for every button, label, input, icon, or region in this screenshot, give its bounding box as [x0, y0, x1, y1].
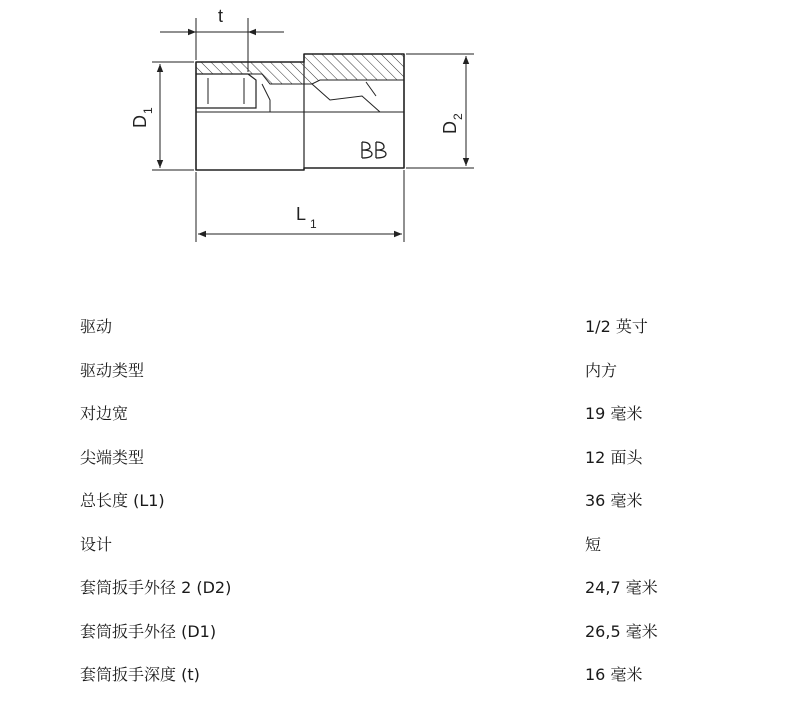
brand-logo-icon [362, 142, 386, 158]
spec-value: 短 [585, 535, 602, 554]
socket-technical-drawing [0, 0, 790, 260]
spec-row-drive-type [0, 356, 790, 386]
spec-row-depth [0, 660, 790, 690]
d1-label: D [130, 115, 150, 128]
d2-subscript: 2 [451, 113, 465, 120]
spec-value: 36 毫米 [585, 491, 643, 510]
spec-value: 16 毫米 [585, 665, 643, 684]
spec-value: 1/2 英寸 [585, 317, 648, 336]
d1-subscript: 1 [141, 107, 155, 114]
spec-row-outer-diameter-1 [0, 617, 790, 647]
spec-label: 尖端类型 [80, 448, 145, 467]
t-label: t [218, 6, 224, 26]
spec-value: 12 面头 [585, 448, 643, 467]
l1-label: L [296, 204, 307, 224]
spec-label: 驱动类型 [80, 361, 145, 380]
spec-row-outer-diameter-2 [0, 573, 790, 603]
spec-label: 驱动 [80, 317, 113, 336]
spec-label: 总长度 (L1) [80, 491, 165, 510]
spec-row-total-length [0, 486, 790, 516]
dimension-lines [152, 18, 474, 242]
spec-value: 内方 [585, 361, 618, 380]
spec-value: 19 毫米 [585, 404, 643, 423]
spec-row-tip-type [0, 443, 790, 473]
section-hatching [196, 54, 404, 112]
d2-label: D [440, 121, 460, 134]
spec-label: 套筒扳手深度 (t) [80, 665, 200, 684]
spec-label: 设计 [80, 535, 113, 554]
spec-value: 26,5 毫米 [585, 622, 658, 641]
spec-row-design [0, 530, 790, 560]
spec-label: 套筒扳手外径 (D1) [80, 622, 217, 641]
spec-value: 24,7 毫米 [585, 578, 658, 597]
l1-subscript: 1 [310, 217, 317, 231]
spec-label: 对边宽 [80, 404, 129, 423]
spec-row-width-across-flats [0, 399, 790, 429]
spec-row-drive [0, 312, 790, 342]
spec-label: 套筒扳手外径 2 (D2) [80, 578, 232, 597]
